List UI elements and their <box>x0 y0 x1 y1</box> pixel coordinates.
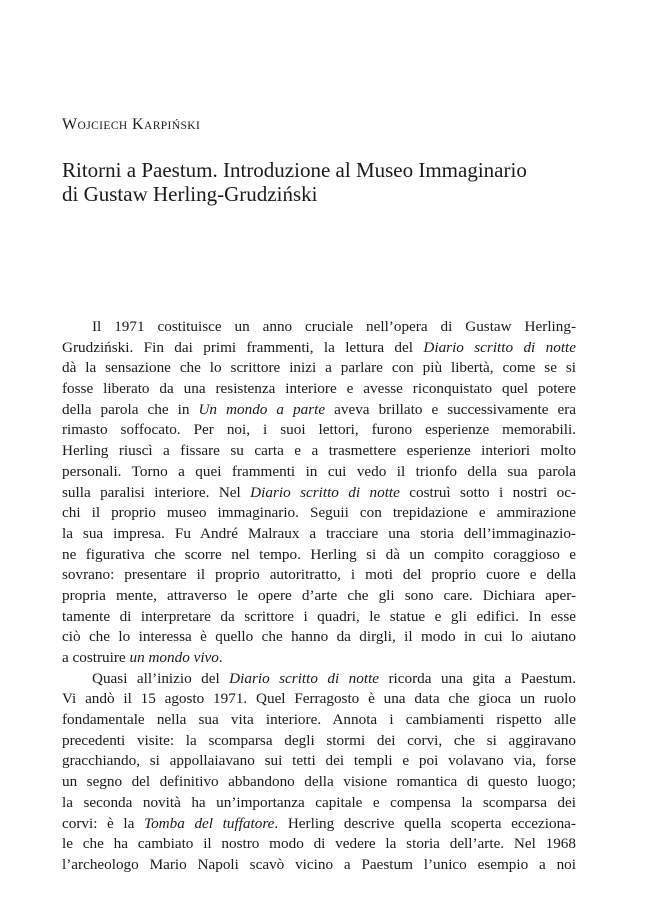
text-run: Quasi all’inizio del <box>92 669 230 687</box>
author-first-initial: W <box>62 116 78 133</box>
text-run: la seconda novità ha un’importanza capitale e compensa la scomparsa dei <box>62 793 576 811</box>
text-run: . Herling descrive quella scoperta ecceziona- <box>274 814 576 832</box>
text-run: ciò che lo interessa è quello che hanno da dirgli, il modo in cui lo aiutano <box>62 628 576 646</box>
text-run: Il 1971 costituisce un anno cruciale nell’opera di Gustaw Herling- <box>92 318 576 335</box>
text-run: della parola che in <box>62 400 199 418</box>
text-run: costruì sotto i nostri oc- <box>399 483 576 501</box>
text-line <box>62 545 576 566</box>
text-run: l’archeologo Mario Napoli scavò vicino a Paestum l’unico esempio a noi <box>62 855 576 873</box>
author-last-initial: K <box>132 116 144 133</box>
text-line <box>62 441 576 462</box>
text-run: Herling riuscì a fissare su carta e a trasmettere esperienze interiori molto <box>62 442 576 460</box>
title-line-1: Ritorni a Paestum. Introduzione al Museo Immaginario <box>62 158 527 182</box>
text-run: ne figurativa che scorre nel tempo. Herling si dà un compito coraggioso e <box>62 545 576 563</box>
text-line <box>62 751 576 772</box>
text-run: Vi andò il 15 agosto 1971. Quel Ferragosto è una data che gioca un ruolo <box>62 690 576 708</box>
text-line <box>62 772 576 793</box>
italic-title: Un mondo a parte <box>198 400 326 418</box>
text-line <box>62 855 576 876</box>
text-line <box>62 793 576 814</box>
text-run: fosse liberato da una resistenza interiore e avesse riconquistato quel potere <box>62 380 576 398</box>
text-line <box>62 627 576 648</box>
text-line <box>62 338 576 359</box>
text-run: ricorda una gita a Paestum. <box>379 669 576 687</box>
text-run: gracchiando, si appollaiavano sui tetti dei templi e poi volavano via, forse <box>62 752 576 770</box>
text-run: rimasto soffocato. Per noi, i suoi lettori, furono esperienze memorabili. <box>62 421 576 439</box>
italic-title: Diario scritto di notte <box>423 338 576 356</box>
text-line <box>62 834 576 855</box>
text-line <box>62 731 576 752</box>
text-run: dà la sensazione che lo scrittore inizi a parlare con più libertà, come se si <box>62 359 576 377</box>
text-run: le che ha cambiato il nostro modo di vedere la storia dell’arte. Nel 1968 <box>62 835 576 853</box>
text-run: precedenti visite: la scomparsa degli stormi dei corvi, che si aggiravano <box>62 731 576 749</box>
text-run: Grudziński. Fin dai primi frammenti, la lettura del <box>62 338 424 356</box>
text-run: propria mente, attraverso le opere d’arte che gli sono care. Dichiara aper- <box>62 586 576 604</box>
text-run: . <box>218 649 223 666</box>
italic-title: Diario scritto di notte <box>250 483 400 501</box>
text-run: personali. Torno a quei frammenti in cui vedo il trionfo della sua parola <box>62 462 576 480</box>
chapter-title <box>62 158 602 206</box>
text-line <box>62 483 576 504</box>
text-line <box>62 710 576 731</box>
text-run: chi il proprio museo immaginario. Seguii con trepidazione e ammirazione <box>62 504 576 522</box>
text-line <box>62 420 576 441</box>
text-line <box>62 565 576 586</box>
body-text <box>62 317 576 876</box>
text-run: sulla paralisi interiore. Nel <box>62 483 251 501</box>
italic-title: un mondo vivo <box>129 649 219 666</box>
text-line <box>62 524 576 545</box>
text-run: fondamentale nella sua vita interiore. Annota i cambiamenti rispetto alle <box>62 711 576 729</box>
author-last-rest: ARPIŃSKI <box>143 120 201 132</box>
author-first-rest: OJCIECH <box>77 120 128 132</box>
text-line <box>62 814 576 835</box>
text-line <box>62 648 576 669</box>
text-line <box>62 462 576 483</box>
text-run: corvi: è la <box>62 814 145 832</box>
text-run: la sua impresa. Fu André Malraux a tracciare una storia dell’immaginazio- <box>62 524 576 542</box>
text-line <box>62 689 576 710</box>
text-line <box>62 358 576 379</box>
text-line <box>62 400 576 421</box>
text-run: a costruire <box>62 649 130 666</box>
italic-title: Tomba del tuffatore <box>144 814 275 832</box>
text-line <box>62 586 576 607</box>
text-run: aveva brillato e successivamente era <box>325 400 577 418</box>
text-line <box>62 669 576 690</box>
text-line <box>62 607 576 628</box>
text-run: sovrano: presentare il proprio autoritratto, i moti del proprio cuore e della <box>62 566 576 584</box>
text-run: un segno del definitivo abbandono della visione romantica di questo luogo; <box>62 773 576 791</box>
text-line <box>62 317 576 338</box>
text-line <box>62 503 576 524</box>
author-name <box>62 115 200 136</box>
text-run: tamente di interpretare da scrittore i quadri, le statue e gli edifici. In esse <box>62 607 576 625</box>
text-line <box>62 379 576 400</box>
italic-title: Diario scritto di notte <box>229 669 380 687</box>
title-line-2: di Gustaw Herling-Grudziński <box>62 182 318 206</box>
